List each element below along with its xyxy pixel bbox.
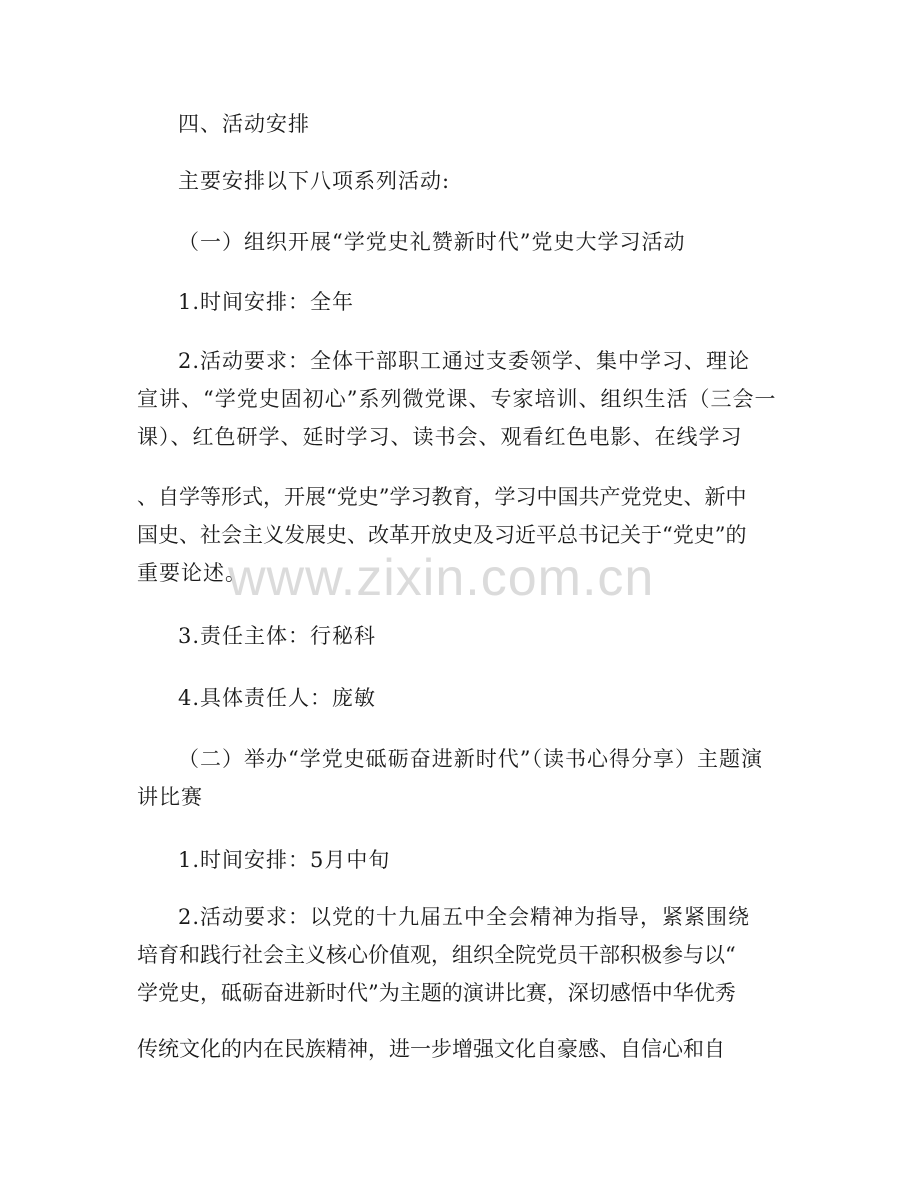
paragraph-line: 学党史，砥砺奋进新时代”为主题的演讲比赛，深切感悟中华优秀 [137,981,736,1005]
paragraph-line: 传统文化的内在民族精神，进一步增强文化自豪感、自信心和自 [137,1037,725,1061]
watermark: www.zixin.com.cn [228,549,655,607]
paragraph-line: 培育和践行社会主义核心价值观，组织全院党员干部积极参与以“ [137,943,736,967]
paragraph-line: 重要论述。 [137,561,247,585]
paragraph-line: 2.活动要求：以党的十九届五中全会精神为指导，紧紧围绕 [178,905,751,929]
paragraph-line: 、自学等形式，开展“党史”学习教育，学习中国共产党党史、新中 [137,485,747,509]
subsection-heading: （二）举办“学党史砥砺奋进新时代”（读书心得分享）主题演 [178,747,763,771]
paragraph-line: 2.活动要求：全体干部职工通过支委领学、集中学习、理论 [178,349,751,373]
subsection-heading-cont: 讲比赛 [137,785,203,809]
paragraph-line: 课）、红色研学、延时学习、读书会、观看红色电影、在线学习 [137,425,743,449]
section-heading: 四、活动安排 [178,112,310,136]
subsection-heading: （一）组织开展“学党史礼赞新时代”党史大学习活动 [178,230,686,254]
paragraph-line: 3.责任主体：行秘科 [178,624,377,648]
paragraph-line: 1.时间安排：5月中旬 [178,848,391,872]
paragraph-line: 4.具体责任人：庞敏 [178,686,377,710]
paragraph-line: 宣讲、“学党史固初心”系列微党课、专家培训、组织生活（三会一 [137,387,777,411]
paragraph-line: 主要安排以下八项系列活动: [178,169,451,193]
paragraph-line: 1.时间安排：全年 [178,290,355,314]
paragraph-line: 国史、社会主义发展史、改革开放史及习近平总书记关于“党史”的 [137,523,747,547]
